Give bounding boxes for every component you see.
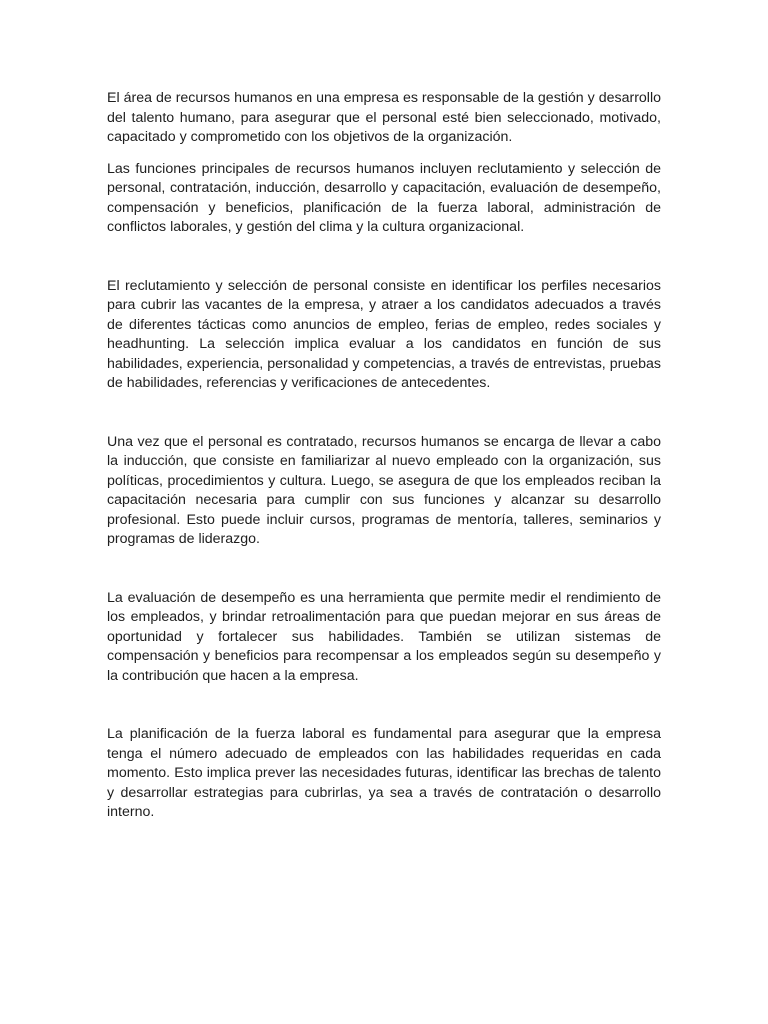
paragraph-main-functions: Las funciones principales de recursos humanos incluyen reclutamiento y selección de personal, contratación, inducción, desarrollo y capacitación, evaluación de desempeño, compensación y beneficios, planificación de la fuerza laboral, administración de conflictos laborales, y gestión del clima y la cultura organizacional.: [107, 160, 661, 235]
paragraph-induction-training: Una vez que el personal es contratado, recursos humanos se encarga de llevar a cabo la inducción, que consiste en familiarizar al nuevo empleado con la organización, sus políticas, procedimientos y cultura. Luego, se asegura de que los empleados reciban la capacitación necesaria para cumplir con sus funciones y alcanzar su desarrollo profesional. Esto puede incluir cursos, programas de mentoría, talleres, seminarios y programas de liderazgo.: [107, 433, 661, 547]
paragraph-workforce-planning: La planificación de la fuerza laboral es fundamental para asegurar que la empresa tenga el número adecuado de empleados con las habilidades requeridas en cada momento. Esto implica prever las necesidades futuras, identificar las brechas de talento y desarrollar estrategias para cubrirlas, ya sea a través de contratación o desarrollo interno.: [107, 726, 661, 820]
paragraph-recruitment-selection: El reclutamiento y selección de personal consiste en identificar los perfiles necesarios para cubrir las vacantes de la empresa, y atraer a los candidatos adecuados a través de diferentes tácticas como anuncios de empleo, ferias de empleo, redes sociales y headhunting. La selección implica evaluar a los candidatos en función de sus habilidades, experiencia, personalidad y competencias, a través de entrevistas, pruebas de habilidades, referencias y verificaciones de antecedentes.: [107, 277, 661, 391]
paragraph-performance-evaluation: La evaluación de desempeño es una herramienta que permite medir el rendimiento de los empleados, y brindar retroalimentación para que puedan mejorar en sus áreas de oportunidad y fortalecer sus habilidades. También se utilizan sistemas de compensación y beneficios para recompensar a los empleados según su desempeño y la contribución que hacen a la empresa.: [107, 589, 661, 684]
document-body: [107, 89, 661, 823]
paragraph-intro: El área de recursos humanos en una empresa es responsable de la gestión y desarrollo del talento humano, para asegurar que el personal esté bien seleccionado, motivado, capacitado y comprometido con los objetivos de la organización.: [107, 90, 661, 145]
